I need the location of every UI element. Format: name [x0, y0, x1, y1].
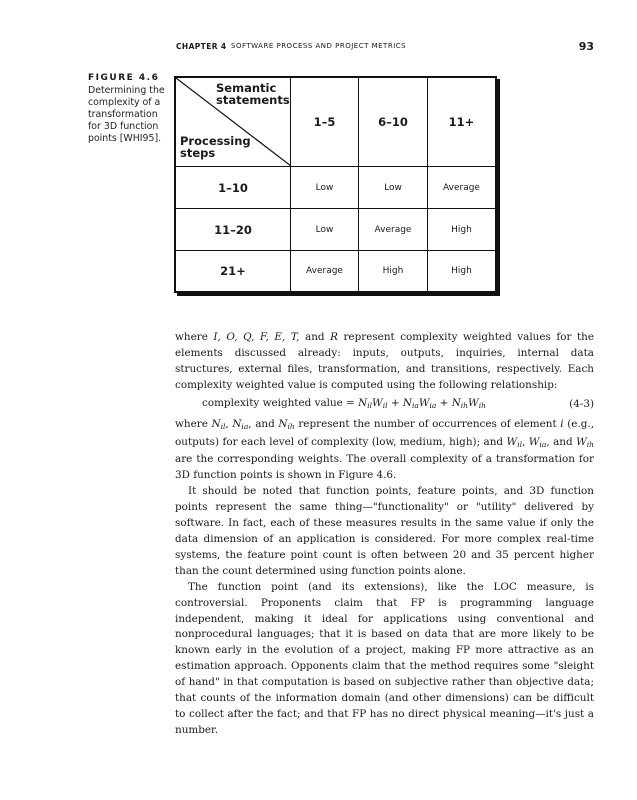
processing-steps-header: Processing steps [180, 134, 251, 160]
table-cell: High [382, 266, 404, 276]
table-cell: Low [315, 182, 334, 193]
table-cell: Average [443, 182, 480, 193]
column-header: 11+ [448, 115, 475, 129]
equation: complexity weighted value = $N_{il}W_{il} + N_{ia}W_{ia} + N_{ih}W_{ih}$ (4-3) [175, 395, 594, 416]
figure-label: FIGURE 4.6 [88, 73, 160, 83]
paragraph: The function point (and its extensions), like the LOC measure, is controversial. Proponents claim that FP is programming language independent, making it ideal for applications using conventional and nonprocedural languages; that it is based on data that are more likely to be known early in the evolution of a project, making FP more attractive as an estimation approach. Opponents claim that the method requires some "sleight of hand" in that computation is based on subjective rather than objective data; that counts of the information domain (and other dimensions) can be difficult to collect after the fact; and that FP has no direct physical meaning—it's just a number. [175, 580, 594, 736]
complexity-table [174, 76, 497, 293]
row-header: 21+ [220, 264, 246, 278]
paragraph: where I, O, Q, F, E, T, and R represent complexity weighted values for the elements discussed already: inputs, outputs, inquiries, internal data structures, external files, transformation, and transitions, respectively. Each complexity weighted value is computed using the following relationship: [175, 331, 594, 391]
column-header: 6–10 [378, 115, 408, 129]
semantic-statements-header: Semantic statements [216, 81, 290, 107]
page-number: 93 [578, 40, 594, 53]
chapter-label: CHAPTER 4 [176, 42, 227, 51]
table-cell: High [451, 224, 472, 235]
paragraph: where $N_{il}$, $N_{ia}$, and $N_{ih}$ represent the number of occurrences of element i (e.g., outputs) for each level of complexity (low, medium, high); and $W_{il}$, $W_{ia}$, and $W_{ih}$ are the corresponding weights. The overall complexity of a transformation for 3D function points is shown in Figure 4.6. [175, 417, 595, 482]
paragraph: It should be noted that function points, feature points, and 3D function points represent the same thing—"functionality" or "utility" delivered by software. In fact, each of these measures results in the same value if only the data dimension of an application is considered. For more complex real-time systems, the feature point count is often between 20 and 35 percent higher than the count determined using function points alone. [175, 485, 594, 577]
running-header [176, 42, 594, 56]
figure-caption-text: Determining the complexity of a transformation for 3D function points [WHI95]. [88, 85, 165, 144]
table-cell: Average [306, 266, 343, 276]
chapter-title: SOFTWARE PROCESS AND PROJECT METRICS [231, 42, 407, 50]
body-text [175, 330, 594, 739]
equation-number: (4-3) [569, 398, 594, 411]
table-cell: Average [374, 224, 412, 235]
row-header: 1–10 [218, 180, 248, 195]
column-header: 1–5 [313, 115, 336, 129]
row-header: 11–20 [214, 222, 252, 237]
table-cell: Low [315, 224, 334, 235]
figure-caption [88, 73, 168, 145]
table-cell: Low [384, 182, 402, 193]
table-cell: High [451, 266, 472, 276]
